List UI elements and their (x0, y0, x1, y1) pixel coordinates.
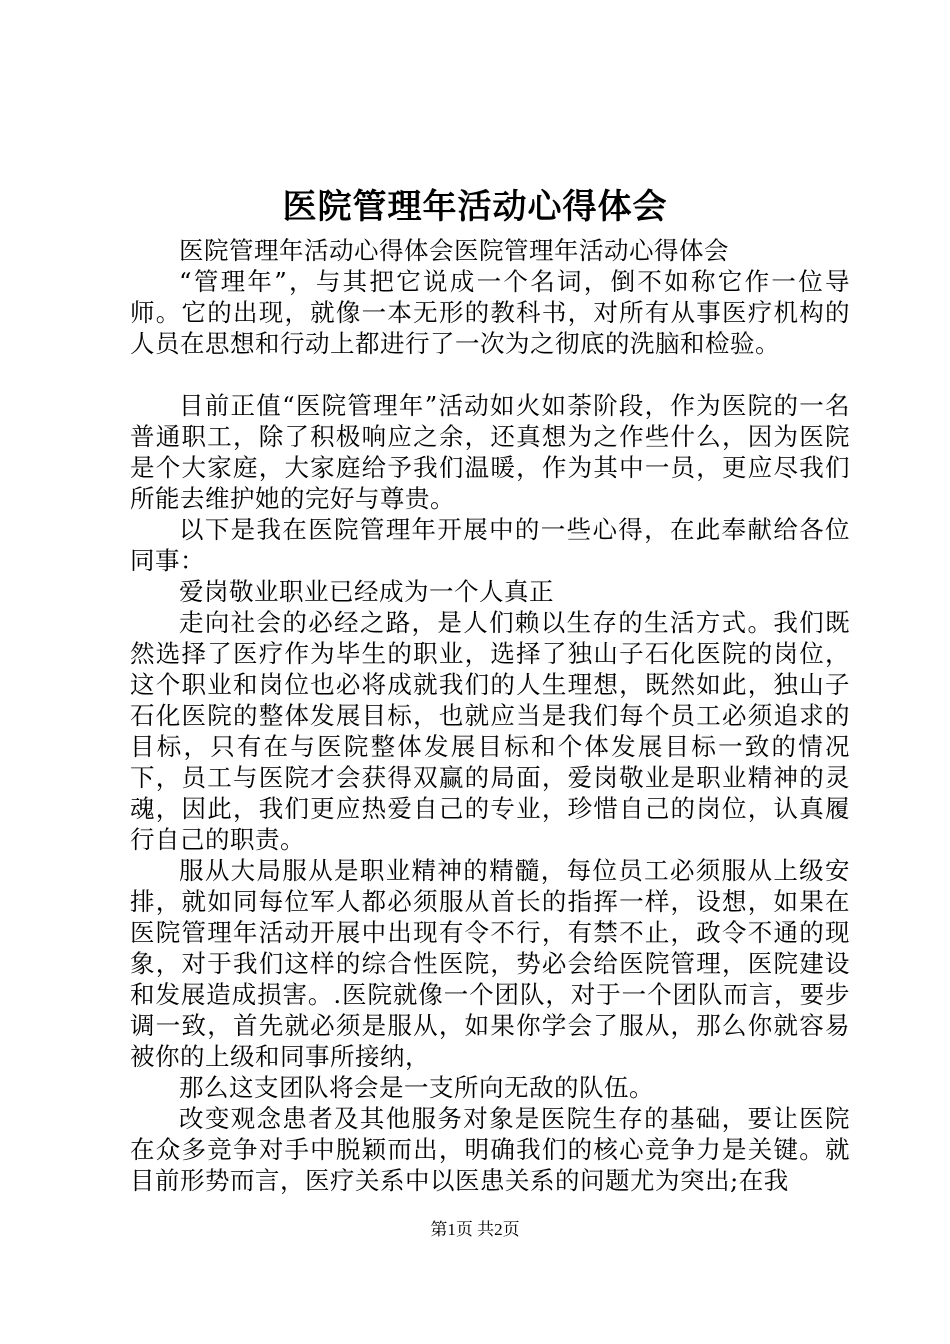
paragraph: 医院管理年活动心得体会医院管理年活动心得体会 (179, 236, 729, 265)
paragraph: 那么这支团队将会是一支所向无敌的队伍。 (179, 1073, 654, 1102)
paragraph-gap (130, 359, 850, 390)
paragraph: 改变观念患者及其他服务对象是医院生存的基础，要让医院在众多竞争对手中脱颖而出，明确我们的核心竞争力是关键。就目前形势而言，医疗关系中以医患关系的问题尤为突出;在我 (130, 1104, 850, 1195)
paragraph: 目前正值“医院管理年”活动如火如荼阶段，作为医院的一名普通职工，除了积极响应之余，还真想为之作些什么，因为医院是个大家庭，大家庭给予我们温暖，作为其中一员，更应尽我们所能去维护她的完好与尊贵。 (130, 391, 850, 513)
paragraph: 以下是我在医院管理年开展中的一些心得，在此奉献给各位同事： (130, 515, 850, 575)
paragraph: 走向社会的必经之路，是人们赖以生存的生活方式。我们既然选择了医疗作为毕生的职业，选择了独山子石化医院的岗位，这个职业和岗位也必将成就我们的人生理想，既然如此，独山子石化医院的整体发展目标，也就应当是我们每个员工必须追求的目标，只有在与医院整体发展目标和个体发展目标一致的情况下，员工与医院才会获得双赢的局面，爱岗敬业是职业精神的灵魂，因此，我们更应热爱自己的专业，珍惜自己的岗位，认真履行自己的职责。 (130, 608, 850, 854)
document-body (130, 235, 850, 1196)
paragraph: 服从大局服从是职业精神的精髓，每位员工必须服从上级安排，就如同每位军人都必须服从首长的指挥一样，设想，如果在医院管理年活动开展中出现有令不行，有禁不止，政令不通的现象，对于我们这样的综合性医院，势必会给医院管理，医院建设和发展造成损害。.医院就像一个团队，对于一个团队而言，要步调一致，首先就必须是服从，如果你学会了服从，那么你就容易被你的上级和同事所接纳， (130, 856, 850, 1071)
paragraph: “管理年”，与其把它说成一个名词，倒不如称它作一位导师。它的出现，就像一本无形的教科书，对所有从事医疗机构的人员在思想和行动上都进行了一次为之彻底的洗脑和检验。 (130, 267, 850, 358)
document-title: 医院管理年活动心得体会 (282, 187, 668, 227)
paragraph: 爱岗敬业职业已经成为一个人真正 (179, 577, 554, 606)
page-footer: 第1页 共2页 (430, 1220, 520, 1239)
